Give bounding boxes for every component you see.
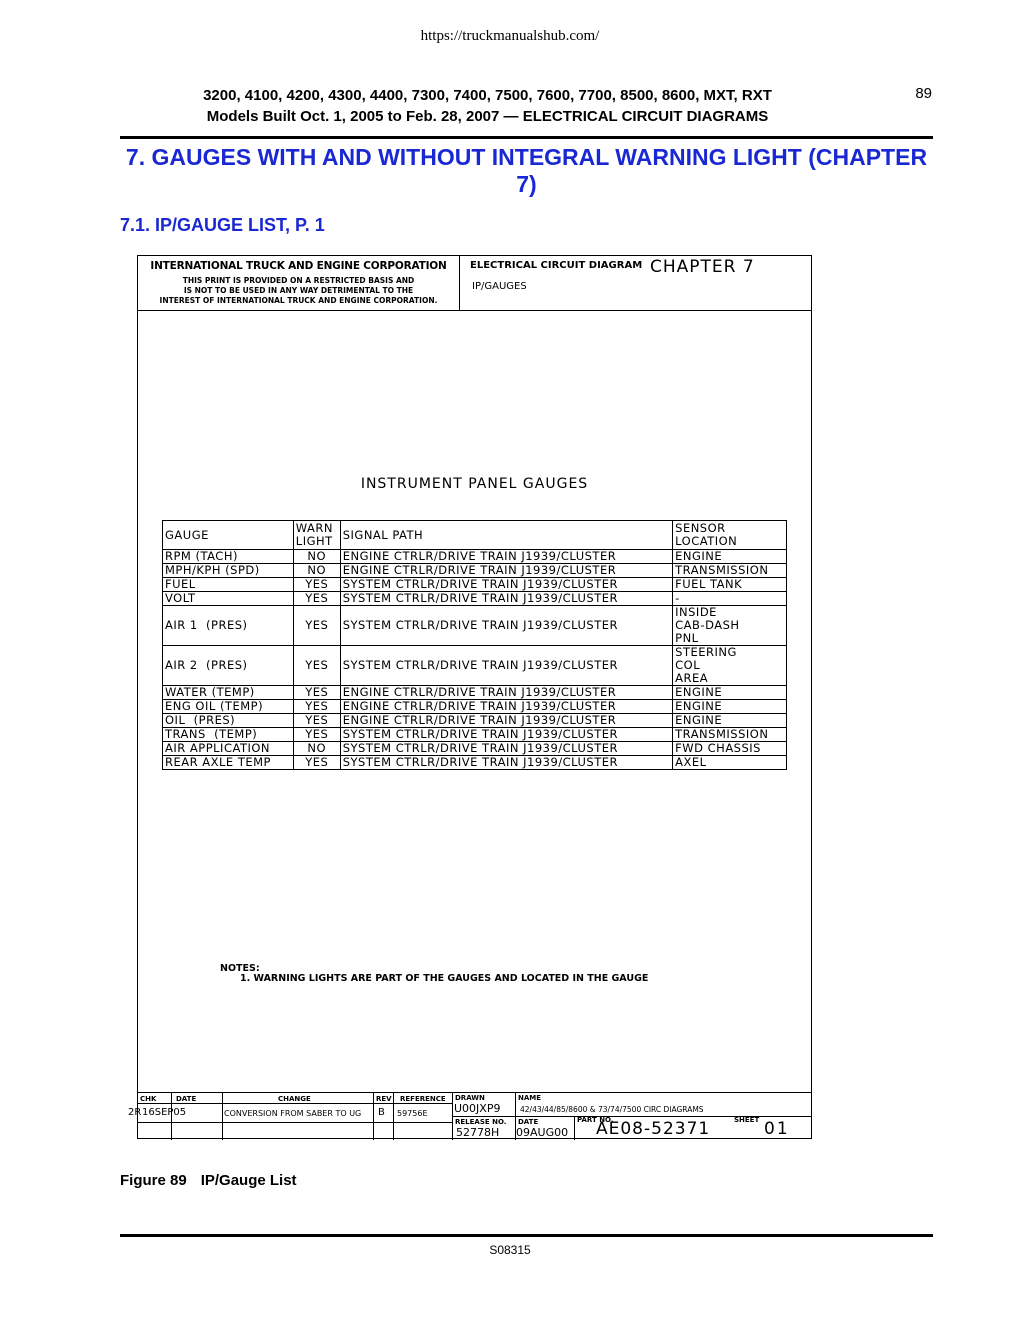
revision-block	[128, 1092, 811, 1140]
sensor-line: ENGINE	[675, 699, 723, 713]
sensor-line: -	[675, 591, 680, 605]
date-label: DATE	[176, 1095, 197, 1103]
drawing-name: 42/43/44/85/8600 & 73/74/7500 CIRC DIAGRAMS	[520, 1105, 704, 1114]
warn-cell: YES	[293, 606, 340, 646]
models-line: 3200, 4100, 4200, 4300, 4400, 7300, 7400, 7500, 7600, 7700, 8500, 8600, MXT, RXT	[203, 87, 772, 104]
table-row	[163, 728, 787, 742]
table-row	[163, 646, 787, 686]
release-date: 09AUG00	[516, 1126, 569, 1139]
sensor-line: AREA	[675, 671, 709, 685]
page-number: 89	[915, 85, 932, 102]
rev-reference: 59756E	[397, 1109, 428, 1118]
subject-label: IP/GAUGES	[472, 281, 527, 292]
release-no: 52778H	[456, 1126, 500, 1139]
source-url[interactable]: https://truckmanualshub.com/	[420, 28, 600, 44]
signal-cell: ENGINE CTRLR/DRIVE TRAIN J1939/CLUSTER	[340, 550, 672, 564]
sensor-cell	[673, 742, 787, 756]
gauge-cell: AIR APPLICATION	[163, 742, 294, 756]
table-row	[163, 550, 787, 564]
sheet-label: SHEET	[734, 1116, 760, 1124]
signal-cell: ENGINE CTRLR/DRIVE TRAIN J1939/CLUSTER	[340, 564, 672, 578]
notice-line: INTEREST OF INTERNATIONAL TRUCK AND ENGINE CORPORATION.	[159, 296, 438, 305]
sensor-cell	[673, 646, 787, 686]
company-block	[138, 256, 460, 310]
warn-cell: YES	[293, 700, 340, 714]
signal-cell: SYSTEM CTRLR/DRIVE TRAIN J1939/CLUSTER	[340, 728, 672, 742]
drawn-label: DRAWN	[455, 1094, 485, 1102]
notice-line: THIS PRINT IS PROVIDED ON A RESTRICTED BASIS AND	[182, 276, 415, 285]
gauge-cell: AIR 2 (PRES)	[163, 646, 294, 686]
table-header-row	[163, 521, 787, 550]
table-row	[163, 606, 787, 646]
warn-cell: YES	[293, 756, 340, 770]
gauge-cell: MPH/KPH (SPD)	[163, 564, 294, 578]
figure-caption	[120, 1172, 297, 1189]
sensor-line: INSIDE	[675, 605, 717, 619]
warn-cell: YES	[293, 714, 340, 728]
notice-line: IS NOT TO BE USED IN ANY WAY DETRIMENTAL TO THE	[183, 286, 414, 295]
sensor-cell	[673, 728, 787, 742]
gauge-cell: AIR 1 (PRES)	[163, 606, 294, 646]
sensor-cell	[673, 592, 787, 606]
note-1: 1. WARNING LIGHTS ARE PART OF THE GAUGES AND LOCATED IN THE GAUGE	[240, 973, 649, 984]
warn-cell: YES	[293, 728, 340, 742]
sensor-line: COL	[675, 658, 701, 672]
part-number: AE08-52371	[596, 1119, 711, 1139]
gauge-cell: RPM (TACH)	[163, 550, 294, 564]
gauge-table	[162, 520, 787, 770]
sensor-line: PNL	[675, 631, 699, 645]
sensor-cell	[673, 756, 787, 770]
signal-cell: SYSTEM CTRLR/DRIVE TRAIN J1939/CLUSTER	[340, 742, 672, 756]
date2-label: DATE	[518, 1118, 539, 1126]
sensor-line: TRANSMISSION	[675, 727, 769, 741]
sensor-cell	[673, 700, 787, 714]
sensor-line: ENGINE	[675, 713, 723, 727]
chapter-title: 7. GAUGES WITH AND WITHOUT INTEGRAL WARNING LIGHT (CHAPTER 7)	[125, 144, 928, 197]
signal-cell: ENGINE CTRLR/DRIVE TRAIN J1939/CLUSTER	[340, 714, 672, 728]
gauge-cell: OIL (PRES)	[163, 714, 294, 728]
figure-label: Figure 89	[120, 1172, 187, 1189]
signal-cell: SYSTEM CTRLR/DRIVE TRAIN J1939/CLUSTER	[340, 592, 672, 606]
table-row	[163, 564, 787, 578]
company-name: INTERNATIONAL TRUCK AND ENGINE CORPORATION	[150, 260, 447, 272]
rev-change: CONVERSION FROM SABER TO UG	[224, 1109, 362, 1118]
sensor-cell	[673, 606, 787, 646]
warn-cell: YES	[293, 686, 340, 700]
sensor-line: CAB-DASH	[675, 618, 740, 632]
signal-cell: SYSTEM CTRLR/DRIVE TRAIN J1939/CLUSTER	[340, 646, 672, 686]
rev-label: REV	[376, 1095, 392, 1103]
sensor-line: ENGINE	[675, 685, 723, 699]
reference-label: REFERENCE	[400, 1095, 446, 1103]
footer-rule	[120, 1234, 933, 1237]
partno-label: PART NO.	[577, 1116, 614, 1124]
circuit-drawing	[128, 255, 812, 1139]
signal-cell: ENGINE CTRLR/DRIVE TRAIN J1939/CLUSTER	[340, 686, 672, 700]
table-row	[163, 578, 787, 592]
warn-cell: NO	[293, 742, 340, 756]
table-row	[163, 714, 787, 728]
release-label: RELEASE NO.	[455, 1118, 507, 1126]
warn-cell: NO	[293, 550, 340, 564]
page-header	[120, 85, 932, 127]
drawn-by: U00JXP9	[454, 1102, 501, 1115]
table-row	[163, 742, 787, 756]
notes-label: NOTES:	[220, 963, 260, 974]
header-signal-path: SIGNAL PATH	[340, 521, 672, 550]
signal-cell: SYSTEM CTRLR/DRIVE TRAIN J1939/CLUSTER	[340, 756, 672, 770]
table-row	[163, 756, 787, 770]
sensor-line: FUEL TANK	[675, 577, 743, 591]
header-warn-light: WARN LIGHT	[293, 521, 340, 550]
drawing-title-block	[138, 256, 811, 311]
header-sensor-location: SENSOR LOCATION	[673, 521, 787, 550]
panel-title: INSTRUMENT PANEL GAUGES	[360, 476, 589, 492]
sensor-cell	[673, 550, 787, 564]
sensor-cell	[673, 564, 787, 578]
signal-cell: SYSTEM CTRLR/DRIVE TRAIN J1939/CLUSTER	[340, 578, 672, 592]
header-gauge: GAUGE	[163, 521, 294, 550]
rev-letter: B	[378, 1107, 385, 1118]
gauge-cell: VOLT	[163, 592, 294, 606]
sensor-cell	[673, 578, 787, 592]
name-label: NAME	[518, 1094, 542, 1102]
warn-cell: NO	[293, 564, 340, 578]
rev-date: 16SEP05	[142, 1107, 187, 1118]
signal-cell: SYSTEM CTRLR/DRIVE TRAIN J1939/CLUSTER	[340, 606, 672, 646]
rev-chk: 2R	[128, 1107, 142, 1118]
gauge-cell: WATER (TEMP)	[163, 686, 294, 700]
diagram-label: ELECTRICAL CIRCUIT DIAGRAM	[470, 260, 643, 271]
section-title: 7.1. IP/GAUGE LIST, P. 1	[120, 215, 325, 235]
header-rule	[120, 136, 933, 139]
gauge-cell: TRANS (TEMP)	[163, 728, 294, 742]
sensor-line: STEERING	[675, 645, 737, 659]
sheet-number: 01	[764, 1119, 790, 1139]
warn-cell: YES	[293, 592, 340, 606]
footer-code: S08315	[489, 1243, 531, 1257]
change-label: CHANGE	[278, 1095, 311, 1103]
figure-title: IP/Gauge List	[200, 1172, 297, 1189]
sensor-line: FWD CHASSIS	[675, 741, 761, 755]
notice-text	[138, 276, 459, 306]
built-line: Models Built Oct. 1, 2005 to Feb. 28, 2007 — ELECTRICAL CIRCUIT DIAGRAMS	[206, 108, 769, 125]
chk-label: CHK	[140, 1095, 157, 1103]
notes	[220, 964, 648, 984]
table-row	[163, 592, 787, 606]
gauge-cell: FUEL	[163, 578, 294, 592]
warn-cell: YES	[293, 646, 340, 686]
sensor-line: AXEL	[675, 755, 707, 769]
signal-cell: ENGINE CTRLR/DRIVE TRAIN J1939/CLUSTER	[340, 700, 672, 714]
gauge-cell: REAR AXLE TEMP	[163, 756, 294, 770]
gauge-cell: ENG OIL (TEMP)	[163, 700, 294, 714]
chapter-label: CHAPTER 7	[650, 257, 755, 277]
sensor-cell	[673, 714, 787, 728]
warn-cell: YES	[293, 578, 340, 592]
sensor-line: ENGINE	[675, 549, 723, 563]
table-row	[163, 686, 787, 700]
table-row	[163, 700, 787, 714]
sensor-cell	[673, 686, 787, 700]
sensor-line: TRANSMISSION	[675, 563, 769, 577]
